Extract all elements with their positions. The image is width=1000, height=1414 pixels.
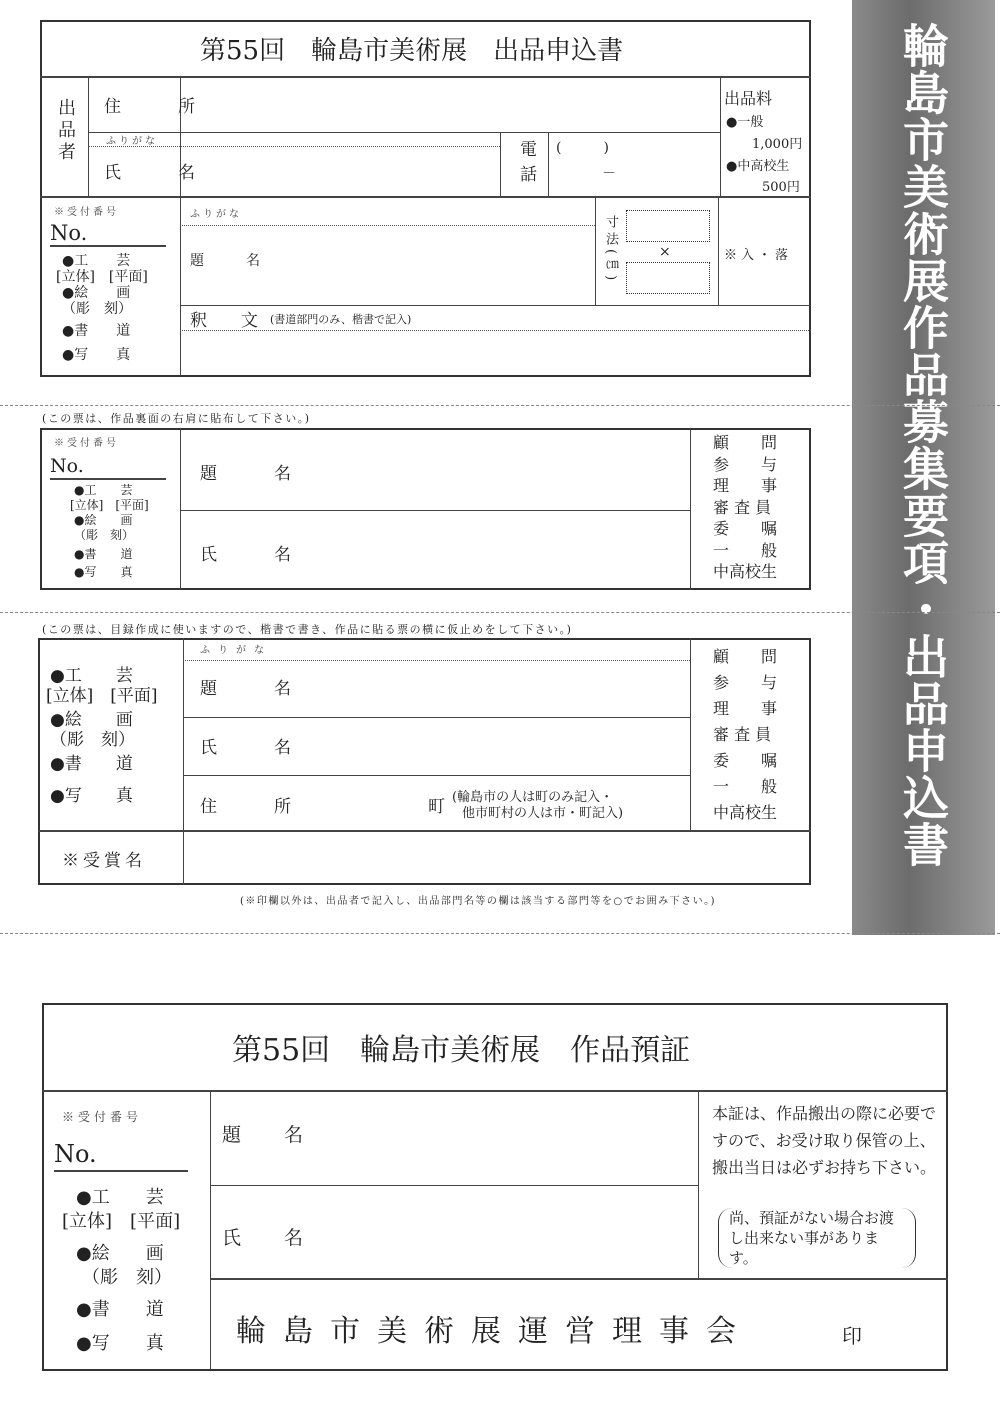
application-form — [40, 20, 811, 377]
receipt-no: No. — [54, 1140, 97, 1168]
rank-counselor[interactable]: 参 与 — [713, 673, 778, 692]
rank-list — [713, 644, 777, 826]
category-list — [70, 483, 149, 580]
caption-label-1: (この票は、作品裏面の右肩に貼布して下さい。) — [42, 412, 311, 425]
category-craft[interactable]: ●工 芸 — [76, 1187, 164, 1208]
category-sculpture[interactable]: （彫 刻） — [74, 528, 135, 542]
shakubun-input[interactable] — [182, 332, 808, 374]
phone-label: 電話 — [516, 140, 536, 190]
category-craft-type[interactable]: [立体] [平面] — [70, 498, 149, 512]
category-photo[interactable]: ●写 真 — [50, 786, 133, 806]
applicant-label: 出品者 — [55, 98, 76, 164]
rank-director[interactable]: 理 事 — [713, 699, 778, 718]
result-label: ※入・落 — [724, 248, 793, 263]
title-furigana-label: ふりがな — [190, 209, 242, 220]
category-craft-type[interactable]: [立体] [平面] — [62, 1211, 181, 1232]
rank-student[interactable]: 中高校生 — [713, 562, 778, 581]
receipt-no: No. — [50, 455, 84, 477]
category-sculpture[interactable]: （彫 刻） — [50, 730, 135, 750]
category-craft[interactable]: ●工 芸 — [62, 253, 131, 269]
category-list — [62, 1186, 180, 1356]
name-label: 氏 名 — [222, 1227, 316, 1249]
rank-commissioned[interactable]: 委 嘱 — [713, 519, 778, 538]
category-craft[interactable]: ●工 芸 — [74, 483, 133, 497]
category-list — [46, 664, 158, 808]
caption-label-2: (この票は、目録作成に使いますので、楷書で書き、作品に貼る票の横に仮止めをして下さい。) — [42, 623, 573, 636]
town-note-1: (輪島市の人は町のみ記入・ — [452, 790, 614, 805]
seal-mark: 印 — [842, 1324, 862, 1348]
fee-general: ●一般 — [726, 115, 764, 130]
back-label-form — [40, 428, 811, 590]
rank-general[interactable]: 一 般 — [713, 777, 778, 796]
town-note-2: 他市町村の人は市・町記入) — [462, 806, 624, 821]
organizer-name: 輪島市美術展運営理事会 — [236, 1314, 753, 1349]
work-title-input[interactable] — [240, 228, 590, 302]
shakubun-label: 釈 文 — [190, 311, 258, 331]
fee-student: ●中高校生 — [726, 159, 790, 174]
category-calligraphy[interactable]: ●書 道 — [62, 323, 131, 339]
category-photo[interactable]: ●写 真 — [74, 565, 133, 579]
size-times: × — [659, 244, 671, 260]
work-title-label: 題 名 — [190, 253, 274, 269]
name-input[interactable] — [182, 134, 498, 194]
category-craft[interactable]: ●工 芸 — [50, 666, 133, 686]
rank-student[interactable]: 中高校生 — [713, 803, 778, 822]
form4-title: 第55回 輪島市美術展 作品預証 — [232, 1033, 691, 1068]
rank-judge[interactable]: 審 査 員 — [713, 725, 772, 744]
work-title-label: 題 名 — [222, 1124, 316, 1146]
category-calligraphy[interactable]: ●書 道 — [50, 754, 133, 774]
size-height-input[interactable] — [626, 262, 710, 294]
receipt-number-label: ※受付番号 — [62, 1110, 143, 1124]
cut-line — [0, 612, 1000, 613]
work-title-label: 題 名 — [200, 679, 311, 699]
fee-label: 出品料 — [724, 89, 773, 108]
award-label: ※受賞名 — [62, 851, 146, 871]
category-list — [56, 253, 148, 363]
cut-line — [0, 933, 1000, 934]
category-painting[interactable]: ●絵 画 — [62, 285, 131, 301]
category-craft-type[interactable]: [立体] [平面] — [56, 269, 148, 285]
town-label: 町 — [428, 797, 445, 817]
category-sculpture[interactable]: （彫 刻） — [62, 301, 132, 317]
phone-number[interactable]: － — [602, 166, 616, 182]
category-painting[interactable]: ●絵 画 — [74, 513, 133, 527]
rank-general[interactable]: 一 般 — [713, 540, 778, 560]
category-photo[interactable]: ●写 真 — [76, 1333, 164, 1354]
category-calligraphy[interactable]: ●書 道 — [76, 1299, 164, 1320]
receipt-number-label: ※受付番号 — [54, 438, 119, 449]
rank-counselor[interactable]: 参 与 — [713, 454, 778, 474]
notice-text: 本証は、作品搬出の際に必要ですので、お受け取り保管の上、搬出当日は必ずお持ち下さい。 — [712, 1104, 937, 1177]
furigana-label: ふりがな — [200, 645, 272, 656]
cut-line — [0, 405, 1000, 406]
rank-advisor[interactable]: 顧 問 — [713, 647, 778, 666]
rank-commissioned[interactable]: 委 嘱 — [713, 751, 778, 770]
side-title: 輪島市美術展作品募集要項・出品申込書 — [896, 22, 950, 868]
name-label: 氏 名 — [200, 738, 311, 758]
shakubun-note: (書道部門のみ、楷書で記入) — [270, 313, 412, 326]
address-label: 住 所 — [104, 97, 215, 117]
rank-advisor[interactable]: 顧 問 — [713, 433, 778, 452]
fee-general-amount: 1,000円 — [752, 137, 803, 152]
rank-director[interactable]: 理 事 — [713, 476, 778, 495]
name-label: 氏 名 — [104, 163, 215, 183]
category-photo[interactable]: ●写 真 — [62, 347, 131, 363]
caption-label-3: (※印欄以外は、出品者で記入し、出品部門名等の欄は該当する部門等を○でお囲み下さい。) — [240, 896, 717, 907]
address-input[interactable] — [182, 78, 718, 130]
size-label: 寸法(㎝) — [603, 215, 618, 285]
size-width-input[interactable] — [626, 210, 710, 242]
category-craft-type[interactable]: [立体] [平面] — [46, 686, 158, 706]
work-title-label: 題 名 — [200, 464, 311, 484]
category-painting[interactable]: ●絵 画 — [50, 710, 133, 730]
category-calligraphy[interactable]: ●書 道 — [74, 547, 133, 561]
furigana-label: ふりがな — [106, 136, 158, 147]
receipt-no: No. — [50, 221, 88, 245]
side-title-band — [852, 0, 995, 935]
rank-list — [713, 432, 777, 583]
rank-judge[interactable]: 審 査 員 — [713, 497, 772, 517]
fee-student-amount: 500円 — [762, 180, 800, 195]
form1-title: 第55回 輪島市美術展 出品申込書 — [200, 36, 624, 66]
phone-area-code[interactable]: ( ) — [556, 140, 609, 156]
receipt-number-label: ※受付番号 — [54, 207, 119, 218]
notice-note: 尚、預証がない場合お渡し出来ない事があります。 — [718, 1208, 916, 1268]
category-sculpture[interactable]: （彫 刻） — [82, 1267, 172, 1288]
name-label: 氏 名 — [200, 545, 311, 565]
address-label: 住 所 — [200, 797, 311, 817]
category-painting[interactable]: ●絵 画 — [76, 1243, 164, 1264]
